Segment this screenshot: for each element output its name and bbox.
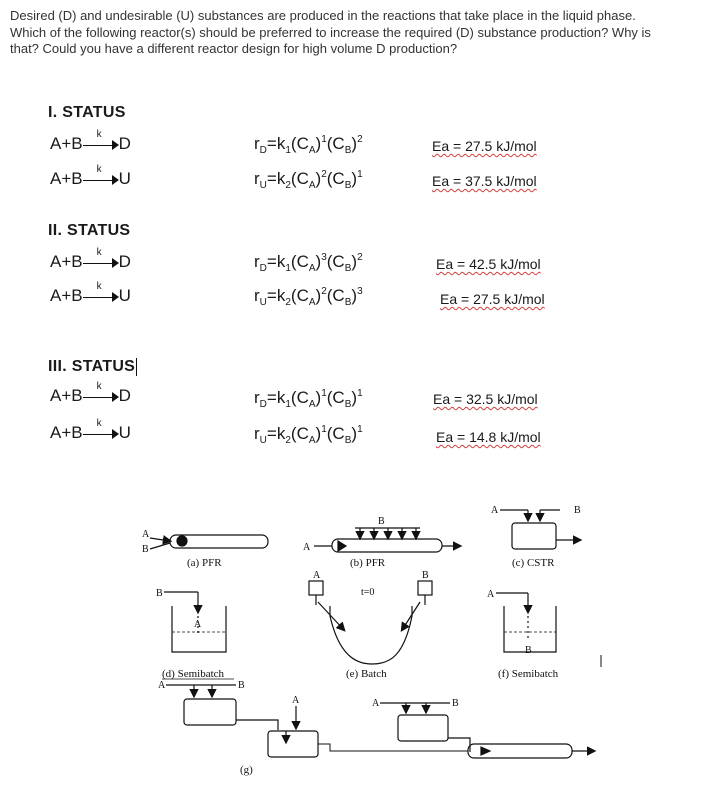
arrow-icon: k	[83, 173, 119, 187]
semibatch-f-caption: (f) Semibatch	[498, 668, 559, 680]
arrow-icon: k	[83, 256, 119, 270]
status-3-rate-1: $r_D=k_1(C_A)^1(C_B)^1$	[254, 388, 363, 410]
status-2-title: II. STATUS	[48, 222, 131, 239]
product: U	[118, 169, 131, 188]
reactants: A+B	[50, 134, 83, 153]
pfr-a-label-b: B	[142, 544, 149, 555]
product: U	[118, 423, 131, 442]
pfr-a-caption: (a) PFR	[187, 557, 222, 569]
semibatch-d-label-b: B	[156, 588, 163, 599]
semibatch-f-label-a: A	[487, 589, 495, 600]
reactants: A+B	[50, 252, 83, 271]
product: D	[118, 386, 131, 405]
train-label-a2: A	[292, 695, 300, 706]
arrow-icon: k	[83, 138, 119, 152]
train-label-a3: A	[372, 698, 380, 709]
product: D	[118, 134, 131, 153]
semibatch-d-caption: (d) Semibatch	[162, 668, 225, 680]
status-2-rate-1: $r_D=k_1(C_A)^3(C_B)^2$	[254, 252, 363, 274]
reactor-train-g	[166, 685, 594, 758]
batch-label-b: B	[422, 570, 429, 581]
status-2-rate-2: $r_U=k_2(C_A)^2(C_B)^3$	[254, 286, 363, 308]
pfr-a-label-a: A	[142, 529, 150, 540]
pfr-b	[314, 528, 460, 552]
product: U	[118, 286, 131, 305]
cstr-caption: (c) CSTR	[512, 557, 555, 569]
train-label-b1: B	[238, 680, 245, 691]
status-1-title: I. STATUS	[48, 104, 126, 121]
status-2-ea-1: Ea = 42.5 kJ/mol	[436, 256, 541, 272]
pfr-b-label-b: B	[378, 516, 385, 527]
status-1-ea-1: Ea = 27.5 kJ/mol	[432, 138, 537, 154]
semibatch-f-label-b: B	[525, 645, 532, 656]
batch-label-a: A	[313, 570, 321, 581]
batch-caption: (e) Batch	[346, 668, 387, 680]
cstr-label-b: B	[574, 505, 581, 516]
cstr-c	[500, 510, 580, 549]
cstr-label-a: A	[491, 505, 499, 516]
status-3-rate-2: $r_U=k_2(C_A)^1(C_B)^1$	[254, 424, 363, 446]
status-3-ea-1: Ea = 32.5 kJ/mol	[433, 391, 538, 407]
status-1-rate-1: $r_D=k_1(C_A)^1(C_B)^2$	[254, 134, 363, 156]
product: D	[118, 252, 131, 271]
train-caption: (g)	[240, 764, 253, 776]
reactants: A+B	[50, 423, 83, 442]
question-text: Desired (D) and undesirable (U) substances are produced in the reactions that take place in the liquid phase. Which of the following reactor(s) should be preferred to increase the required (D) substance production? Why is that? Could you have a different reactor design for high volume D production?	[10, 8, 651, 56]
semibatch-f	[496, 593, 556, 652]
reactants: A+B	[50, 286, 83, 305]
pfr-a	[150, 535, 268, 549]
status-2-ea-2: Ea = 27.5 kJ/mol	[440, 291, 545, 307]
arrow-icon: k	[83, 390, 119, 404]
reactants: A+B	[50, 386, 83, 405]
train-label-b2: B	[452, 698, 459, 709]
status-1-rate-2: $r_U=k_2(C_A)^2(C_B)^1$	[254, 169, 363, 191]
status-3-title: III. STATUS	[48, 358, 136, 376]
arrow-icon: k	[83, 290, 119, 304]
reactants: A+B	[50, 169, 83, 188]
arrow-icon: k	[83, 427, 119, 441]
pfr-b-caption: (b) PFR	[350, 557, 386, 569]
train-label-a1: A	[158, 680, 166, 691]
pfr-b-label-a: A	[303, 542, 311, 553]
batch-t0: t=0	[361, 587, 375, 598]
status-3-ea-2: Ea = 14.8 kJ/mol	[436, 429, 541, 445]
semibatch-d-label-a: A	[194, 619, 202, 630]
status-1-ea-2: Ea = 37.5 kJ/mol	[432, 173, 537, 189]
